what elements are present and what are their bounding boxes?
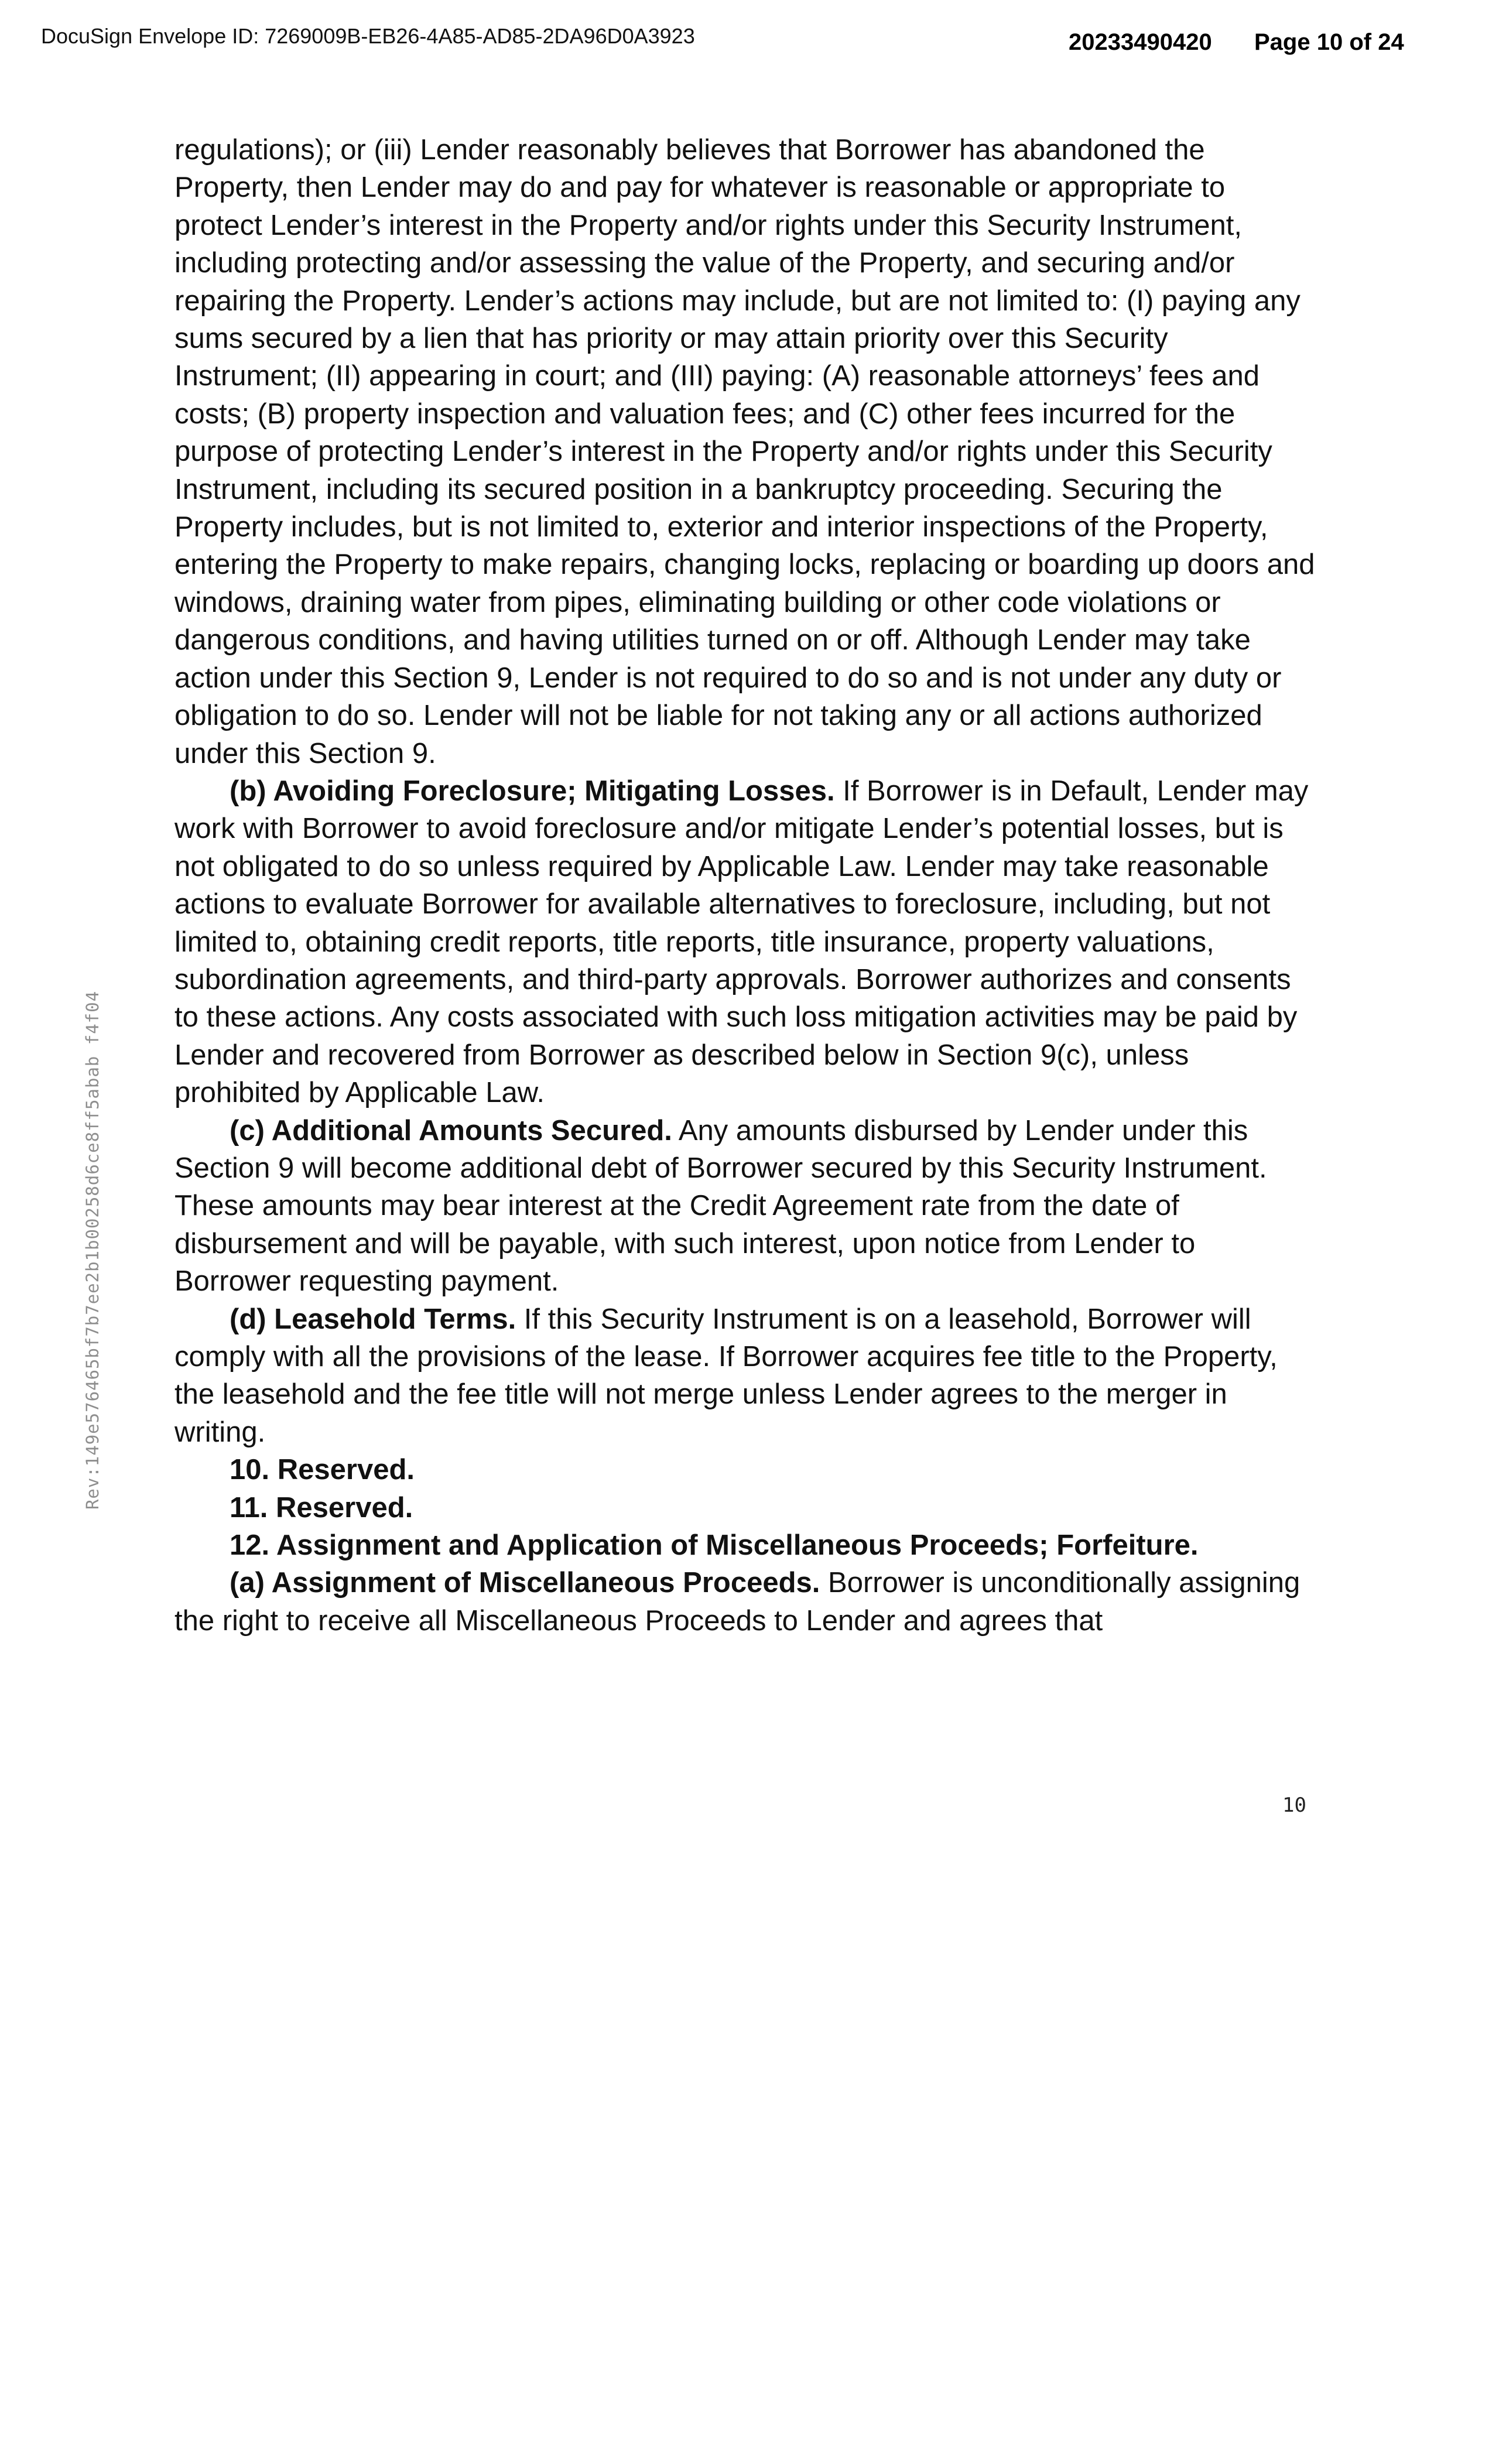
paragraph-9c (174, 1112, 1316, 1301)
heading-12a: (a) Assignment of Miscellaneous Proceeds. (230, 1567, 820, 1599)
paragraph-12a (174, 1564, 1316, 1640)
section-12-heading (174, 1527, 1316, 1564)
text-9b: If Borrower is in Default, Lender may work with Borrower to avoid foreclosure and/or mitigate Lender’s potential losses, but is not obligated to do so unless required by Applicable Law. Lender may take reasonable actions to evaluate Borrower for available alternatives to foreclosure, including, but not limited to, obtaining credit reports, title reports, title insurance, property valuations, subordination agreements, and third-party approvals. Borrower authorizes and consents to these actions. Any costs associated with such loss mitigation activities may be paid by Lender and recovered from Borrower as described below in Section 9(c), unless prohibited by Applicable Law. (174, 775, 1309, 1109)
docusign-envelope-id: DocuSign Envelope ID: 7269009B-EB26-4A85-AD85-2DA96D0A3923 (41, 24, 695, 48)
section-12-label: 12. Assignment and Application of Miscellaneous Proceeds; Forfeiture. (230, 1529, 1199, 1562)
heading-9b: (b) Avoiding Foreclosure; Mitigating Losses. (230, 775, 835, 807)
paragraph-section-9-continued: regulations); or (iii) Lender reasonably believes that Borrower has abandoned the Property, then Lender may do and pay for whatever is reasonable or appropriate to protect Lender’s interest in the Property and/or rights under this Security Instrument, including protecting and/or assessing the value of the Property, and securing and/or repairing the Property. Lender’s actions may include, but are not limited to: (I) paying any sums secured by a lien that has priority or may attain priority over this Security Instrument; (II) appearing in court; and (III) paying: (A) reasonable attorneys’ fees and costs; (B) property inspection and valuation fees; and (C) other fees incurred for the purpose of protecting Lender’s interest in the Property and/or rights under this Security Instrument, including its secured position in a bankruptcy proceeding. Securing the Property includes, but is not limited to, exterior and interior inspections of the Property, entering the Property to make repairs, changing locks, replacing or boarding up doors and windows, draining water from pipes, eliminating building or other code violations or dangerous conditions, and having utilities turned on or off. Although Lender may take action under this Section 9, Lender is not required to do so and is not under any duty or obligation to do so. Lender will not be liable for not taking any or all actions authorized under this Section 9. (174, 134, 1315, 769)
heading-9d: (d) Leasehold Terms. (230, 1303, 516, 1335)
section-11-label: 11. Reserved. (230, 1491, 413, 1524)
text-9d: If this Security Instrument is on a leasehold, Borrower will comply with all the provisions of the lease. If Borrower acquires fee title to the Property, the leasehold and the fee title will not merge unless Lender agrees to the merger in writing. (174, 1303, 1278, 1448)
page-indicator: Page 10 of 24 (1254, 29, 1404, 55)
document-number: 20233490420 (1069, 29, 1212, 55)
revision-stamp: Rev:149e576465bf7b7ee2b1b00258d6ce8ff5abab f4f04 (83, 990, 102, 1510)
text-12a: Borrower is unconditionally assigning the right to receive all Miscellaneous Proceeds to Lender and agrees that (174, 1567, 1300, 1637)
section-10-heading (174, 1451, 1316, 1488)
paragraph-9b (174, 772, 1316, 1112)
heading-9c: (c) Additional Amounts Secured. (230, 1114, 672, 1147)
section-10-label: 10. Reserved. (230, 1454, 415, 1486)
paragraph-9d (174, 1301, 1316, 1452)
section-11-heading (174, 1489, 1316, 1527)
text-9c: Any amounts disbursed by Lender under this Section 9 will become additional debt of Borrower secured by this Security Instrument. These amounts may bear interest at the Credit Agreement rate from the date of disbursement and will be payable, with such interest, upon notice from Lender to Borrower requesting payment. (174, 1114, 1267, 1298)
document-body (174, 131, 1316, 1640)
page-number: 10 (1282, 1794, 1306, 1817)
